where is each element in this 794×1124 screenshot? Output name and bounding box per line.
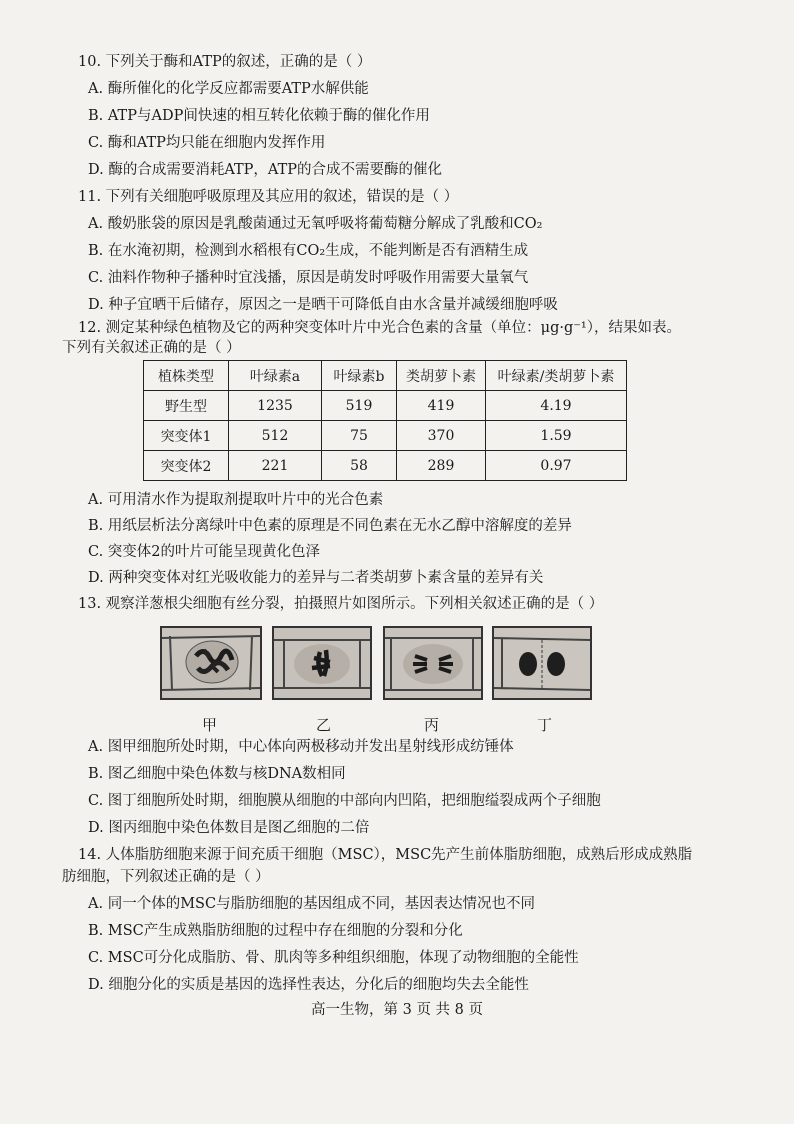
table-header: 叶绿素/类胡萝卜素 bbox=[486, 361, 627, 391]
q11-option-c: C. 油料作物种子播种时宜浅播，原因是萌发时呼吸作用需要大量氧气 bbox=[88, 270, 529, 286]
table-header: 植株类型 bbox=[144, 361, 229, 391]
table-header: 叶绿素a bbox=[229, 361, 322, 391]
q11-option-d: D. 种子宜晒干后储存，原因之一是晒干可降低自由水含量并减缓细胞呼吸 bbox=[88, 297, 558, 313]
table-cell: 1235 bbox=[229, 391, 322, 421]
cell-photo-jia bbox=[160, 626, 262, 700]
q14-option-d: D. 细胞分化的实质是基因的选择性表达，分化后的细胞均失去全能性 bbox=[88, 977, 529, 993]
q13-option-c: C. 图丁细胞所处时期，细胞膜从细胞的中部向内凹陷，把细胞缢裂成两个子细胞 bbox=[88, 793, 601, 809]
q12-stem-line1: 12. 测定某种绿色植物及它的两种突变体叶片中光合色素的含量（单位：μg·g⁻¹），结果如表。 bbox=[78, 320, 681, 336]
q11-option-a: A. 酸奶胀袋的原因是乳酸菌通过无氧呼吸将葡萄糖分解成了乳酸和CO₂ bbox=[88, 216, 543, 232]
table-cell: 512 bbox=[229, 421, 322, 451]
table-header: 类胡萝卜素 bbox=[397, 361, 486, 391]
q13-option-b: B. 图乙细胞中染色体数与核DNA数相同 bbox=[88, 766, 346, 782]
q14-option-c: C. MSC可分化成脂肪、骨、肌肉等多种组织细胞，体现了动物细胞的全能性 bbox=[88, 950, 579, 966]
q13-option-d: D. 图丙细胞中染色体数目是图乙细胞的二倍 bbox=[88, 820, 370, 836]
q10-stem: 10. 下列关于酶和ATP的叙述，正确的是（ ） bbox=[78, 54, 372, 70]
table-row bbox=[144, 451, 627, 481]
cell-photo-bing bbox=[383, 626, 483, 700]
q12-option-c: C. 突变体2的叶片可能呈现黄化色泽 bbox=[88, 544, 321, 560]
table-cell: 突变体1 bbox=[144, 421, 229, 451]
table-row bbox=[144, 421, 627, 451]
photo-label-bing: 丙 bbox=[424, 716, 440, 734]
q10-option-c: C. 酶和ATP均只能在细胞内发挥作用 bbox=[88, 135, 326, 151]
table-cell: 野生型 bbox=[144, 391, 229, 421]
table-header-row bbox=[144, 361, 627, 391]
table-cell: 289 bbox=[397, 451, 486, 481]
table-cell: 58 bbox=[322, 451, 397, 481]
q13-stem: 13. 观察洋葱根尖细胞有丝分裂，拍摄照片如图所示。下列相关叙述正确的是（ ） bbox=[78, 596, 604, 612]
table-cell: 突变体2 bbox=[144, 451, 229, 481]
q12-stem-line2: 下列有关叙述正确的是（ ） bbox=[62, 340, 241, 356]
cell-photo-yi bbox=[272, 626, 372, 700]
table-cell: 519 bbox=[322, 391, 397, 421]
q12-option-b: B. 用纸层析法分离绿叶中色素的原理是不同色素在无水乙醇中溶解度的差异 bbox=[88, 518, 572, 534]
table-cell: 1.59 bbox=[486, 421, 627, 451]
q14-stem-line2: 肪细胞，下列叙述正确的是（ ） bbox=[62, 869, 270, 885]
photo-label-ding: 丁 bbox=[537, 716, 553, 734]
q13-option-a: A. 图甲细胞所处时期，中心体向两极移动并发出星射线形成纺锤体 bbox=[88, 739, 514, 755]
photo-label-jia: 甲 bbox=[202, 716, 218, 734]
q12-option-d: D. 两种突变体对红光吸收能力的差异与二者类胡萝卜素含量的差异有关 bbox=[88, 570, 544, 586]
q10-option-d: D. 酶的合成需要消耗ATP，ATP的合成不需要酶的催化 bbox=[88, 162, 443, 178]
photo-label-yi: 乙 bbox=[316, 716, 332, 734]
pigment-table bbox=[143, 360, 627, 481]
q14-option-b: B. MSC产生成熟脂肪细胞的过程中存在细胞的分裂和分化 bbox=[88, 923, 463, 939]
table-cell: 221 bbox=[229, 451, 322, 481]
q10-option-a: A. 酶所催化的化学反应都需要ATP水解供能 bbox=[88, 81, 369, 97]
q10-option-b: B. ATP与ADP间快速的相互转化依赖于酶的催化作用 bbox=[88, 108, 430, 124]
table-header: 叶绿素b bbox=[322, 361, 397, 391]
page-footer: 高一生物，第 3 页 共 8 页 bbox=[311, 1002, 483, 1018]
q11-option-b: B. 在水淹初期，检测到水稻根有CO₂生成，不能判断是否有酒精生成 bbox=[88, 243, 529, 259]
q14-option-a: A. 同一个体的MSC与脂肪细胞的基因组成不同，基因表达情况也不同 bbox=[88, 896, 536, 912]
table-cell: 75 bbox=[322, 421, 397, 451]
q12-option-a: A. 可用清水作为提取剂提取叶片中的光合色素 bbox=[88, 492, 384, 508]
table-cell: 419 bbox=[397, 391, 486, 421]
table-cell: 370 bbox=[397, 421, 486, 451]
table-row bbox=[144, 391, 627, 421]
cell-photo-ding bbox=[492, 626, 592, 700]
table-cell: 4.19 bbox=[486, 391, 627, 421]
q14-stem-line1: 14. 人体脂肪细胞来源于间充质干细胞（MSC），MSC先产生前体脂肪细胞，成熟后形成成熟脂 bbox=[78, 847, 693, 863]
q11-stem: 11. 下列有关细胞呼吸原理及其应用的叙述，错误的是（ ） bbox=[78, 189, 459, 205]
table-cell: 0.97 bbox=[486, 451, 627, 481]
